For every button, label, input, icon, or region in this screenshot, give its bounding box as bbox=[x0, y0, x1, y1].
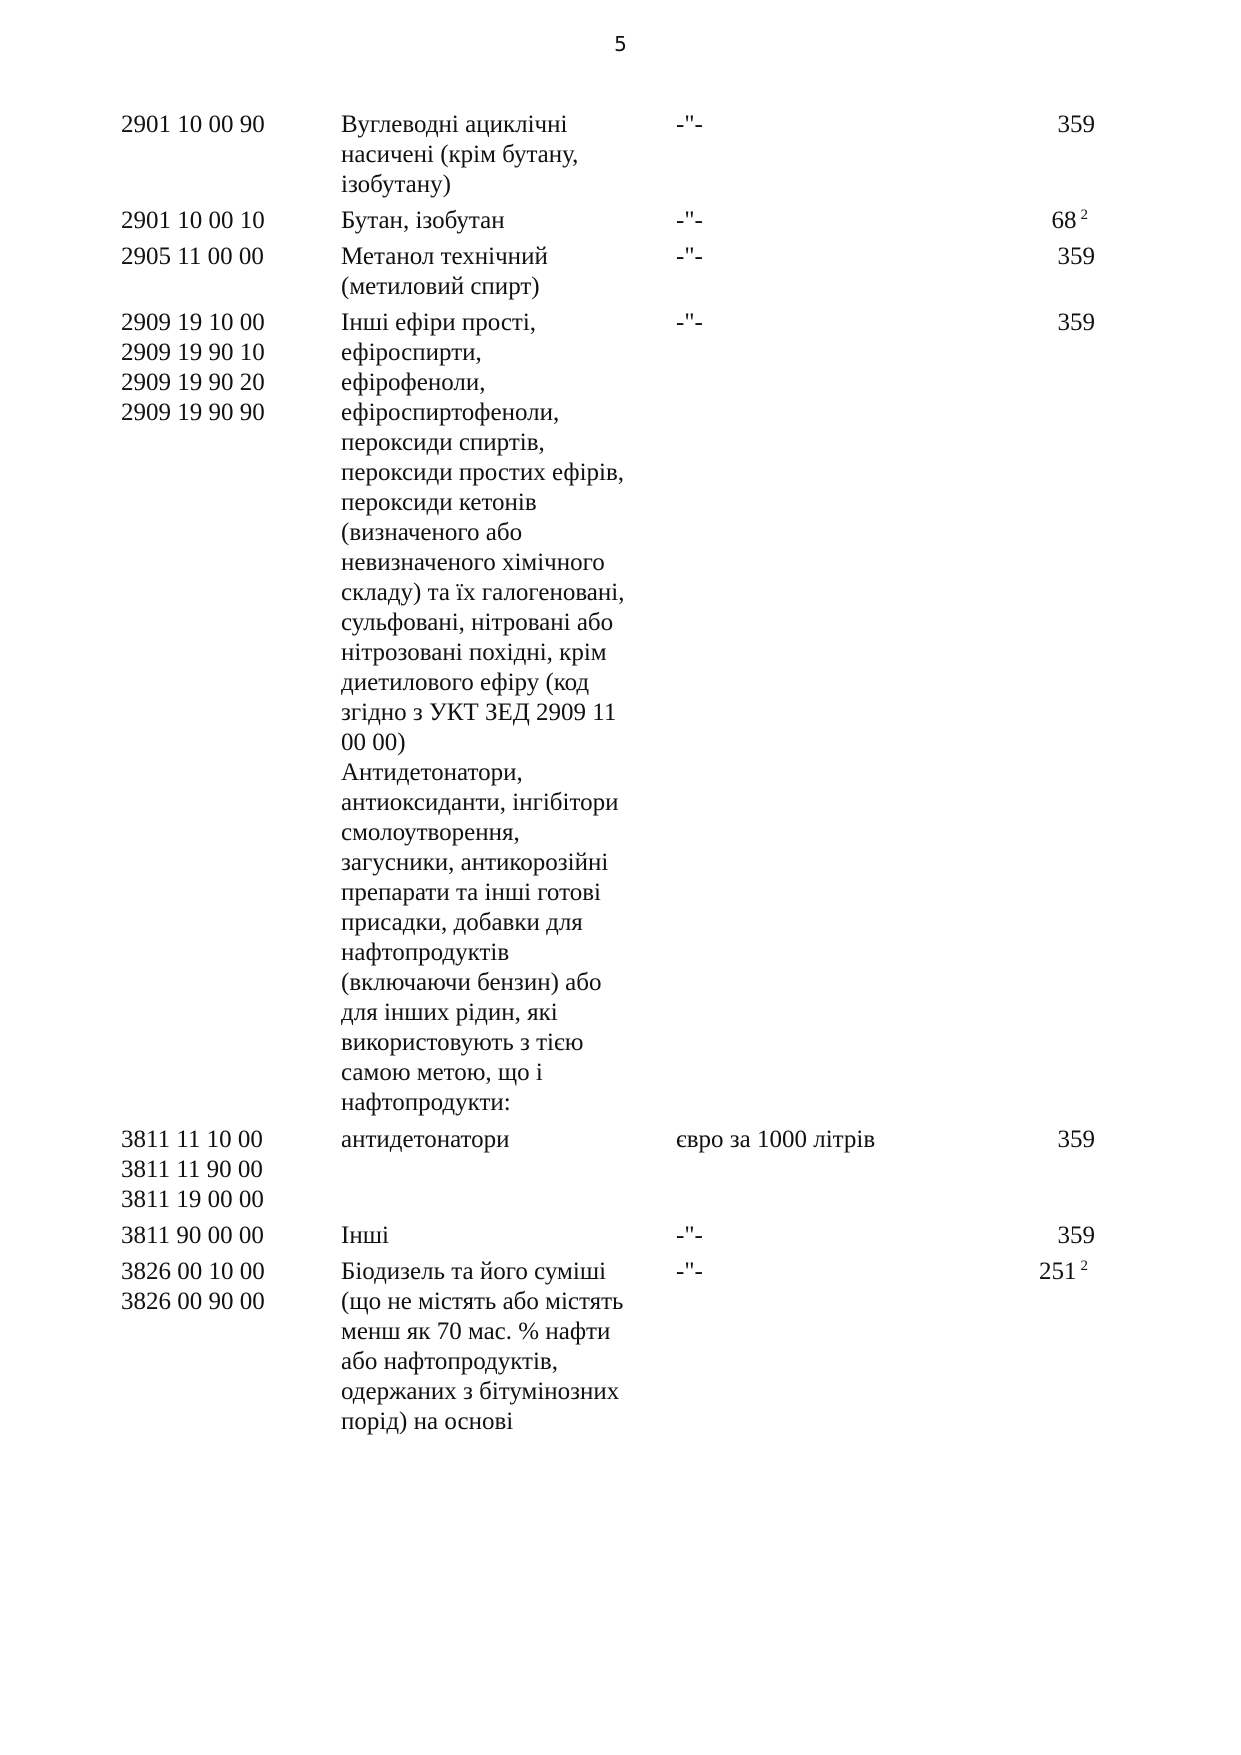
description-line: невизначеного хімічного bbox=[341, 549, 605, 576]
description-line: одержаних з бітумінозних bbox=[341, 1378, 620, 1405]
commodity-code: 3811 19 00 00 bbox=[121, 1186, 264, 1213]
goods-description bbox=[341, 206, 681, 236]
unit-of-measure: євро за 1000 літрів bbox=[676, 1126, 876, 1153]
description-line: насичені (крім бутану, bbox=[341, 141, 579, 168]
rate-value: 251 bbox=[1039, 1258, 1077, 1285]
excise-rate bbox=[960, 1125, 1095, 1155]
description-line: пероксиди кетонів bbox=[341, 489, 537, 516]
description-line: антиоксиданти, інгібітори bbox=[341, 789, 619, 816]
description-line: Антидетонатори, bbox=[341, 759, 523, 786]
goods-description bbox=[341, 1257, 681, 1437]
description-line: присадки, добавки для bbox=[341, 909, 583, 936]
description-line: Вуглеводні ациклічні bbox=[341, 111, 568, 138]
table-row bbox=[0, 206, 1241, 236]
description-line: Бутан, ізобутан bbox=[341, 207, 505, 234]
description-line: менш як 70 мас. % нафти bbox=[341, 1318, 611, 1345]
description-line: порід) на основі bbox=[341, 1408, 514, 1435]
commodity-code: 2901 10 00 10 bbox=[121, 207, 265, 234]
commodity-codes bbox=[121, 1257, 311, 1317]
description-line: Біодизель та його суміші bbox=[341, 1258, 607, 1285]
description-line: диетилового ефіру (код bbox=[341, 669, 590, 696]
description-line: (включаючи бензин) або bbox=[341, 969, 602, 996]
description-line: самою метою, що і bbox=[341, 1059, 543, 1086]
rate-value: 359 bbox=[1057, 309, 1095, 336]
commodity-code: 3811 11 10 00 bbox=[121, 1126, 263, 1153]
description-line: ефірофеноли, bbox=[341, 369, 486, 396]
goods-description bbox=[341, 110, 681, 200]
description-line: пероксиди простих ефірів, bbox=[341, 459, 625, 486]
description-line: нафтопродуктів bbox=[341, 939, 510, 966]
commodity-codes bbox=[121, 242, 311, 272]
commodity-code: 3826 00 90 00 bbox=[121, 1288, 265, 1315]
excise-rate bbox=[960, 206, 1088, 236]
unit-of-measure: -"- bbox=[676, 243, 703, 270]
goods-description bbox=[341, 242, 681, 302]
description-line: антидетонатори bbox=[341, 1126, 510, 1153]
description-line: (метиловий спирт) bbox=[341, 273, 540, 300]
commodity-code: 2909 19 90 90 bbox=[121, 399, 265, 426]
description-line: нафтопродукти: bbox=[341, 1089, 511, 1116]
description-line: ефіроспиртофеноли, bbox=[341, 399, 560, 426]
commodity-codes bbox=[121, 110, 311, 140]
description-line: Інші bbox=[341, 1222, 389, 1249]
table-row bbox=[0, 110, 1241, 200]
unit-of-measure: -"- bbox=[676, 309, 703, 336]
table-row bbox=[0, 1125, 1241, 1215]
commodity-code: 2905 11 00 00 bbox=[121, 243, 264, 270]
footnote-marker: 2 bbox=[1080, 207, 1088, 223]
description-line: (що не містять або містять bbox=[341, 1288, 624, 1315]
rate-value: 359 bbox=[1057, 1126, 1095, 1153]
commodity-code: 2909 19 90 10 bbox=[121, 339, 265, 366]
description-line: нітрозовані похідні, крім bbox=[341, 639, 607, 666]
goods-description bbox=[341, 308, 681, 1118]
footnote-marker: 2 bbox=[1080, 1258, 1088, 1274]
commodity-code: 3811 11 90 00 bbox=[121, 1156, 263, 1183]
excise-rate bbox=[960, 308, 1095, 338]
excise-rate bbox=[960, 242, 1095, 272]
commodity-code: 2901 10 00 90 bbox=[121, 111, 265, 138]
table-row bbox=[0, 308, 1241, 1118]
description-line: сульфовані, нітровані або bbox=[341, 609, 614, 636]
table-row bbox=[0, 1257, 1241, 1437]
description-line: смолоутворення, bbox=[341, 819, 520, 846]
description-line: Інші ефіри прості, bbox=[341, 309, 537, 336]
page-number: 5 bbox=[614, 32, 627, 56]
commodity-codes bbox=[121, 1125, 311, 1215]
rate-value: 359 bbox=[1057, 111, 1095, 138]
description-line: загусники, антикорозійні bbox=[341, 849, 609, 876]
unit-of-measure: -"- bbox=[676, 1258, 703, 1285]
description-line: ефіроспирти, bbox=[341, 339, 482, 366]
commodity-codes bbox=[121, 206, 311, 236]
description-line: 00 00) bbox=[341, 729, 406, 756]
description-line: складу) та їх галогеновані, bbox=[341, 579, 625, 606]
excise-rate bbox=[960, 110, 1095, 140]
excise-rate bbox=[960, 1257, 1088, 1287]
commodity-code: 2909 19 90 20 bbox=[121, 369, 265, 396]
rate-value: 68 bbox=[1051, 207, 1077, 234]
description-line: пероксиди спиртів, bbox=[341, 429, 545, 456]
commodity-code: 3826 00 10 00 bbox=[121, 1258, 265, 1285]
unit-of-measure: -"- bbox=[676, 207, 703, 234]
rate-value: 359 bbox=[1057, 243, 1095, 270]
rate-value: 359 bbox=[1057, 1222, 1095, 1249]
description-line: Метанол технічний bbox=[341, 243, 548, 270]
description-line: використовують з тією bbox=[341, 1029, 584, 1056]
description-line: ізобутану) bbox=[341, 171, 451, 198]
goods-description bbox=[341, 1221, 681, 1251]
description-line: для інших рідин, які bbox=[341, 999, 558, 1026]
commodity-code: 2909 19 10 00 bbox=[121, 309, 265, 336]
description-line: або нафтопродуктів, bbox=[341, 1348, 558, 1375]
table-row bbox=[0, 1221, 1241, 1251]
commodity-code: 3811 90 00 00 bbox=[121, 1222, 264, 1249]
description-line: (визначеного або bbox=[341, 519, 523, 546]
goods-description bbox=[341, 1125, 681, 1155]
description-line: препарати та інші готові bbox=[341, 879, 601, 906]
excise-rate bbox=[960, 1221, 1095, 1251]
unit-of-measure: -"- bbox=[676, 1222, 703, 1249]
commodity-codes bbox=[121, 308, 311, 428]
description-line: згідно з УКТ ЗЕД 2909 11 bbox=[341, 699, 617, 726]
unit-of-measure: -"- bbox=[676, 111, 703, 138]
commodity-codes bbox=[121, 1221, 311, 1251]
table-row bbox=[0, 242, 1241, 302]
